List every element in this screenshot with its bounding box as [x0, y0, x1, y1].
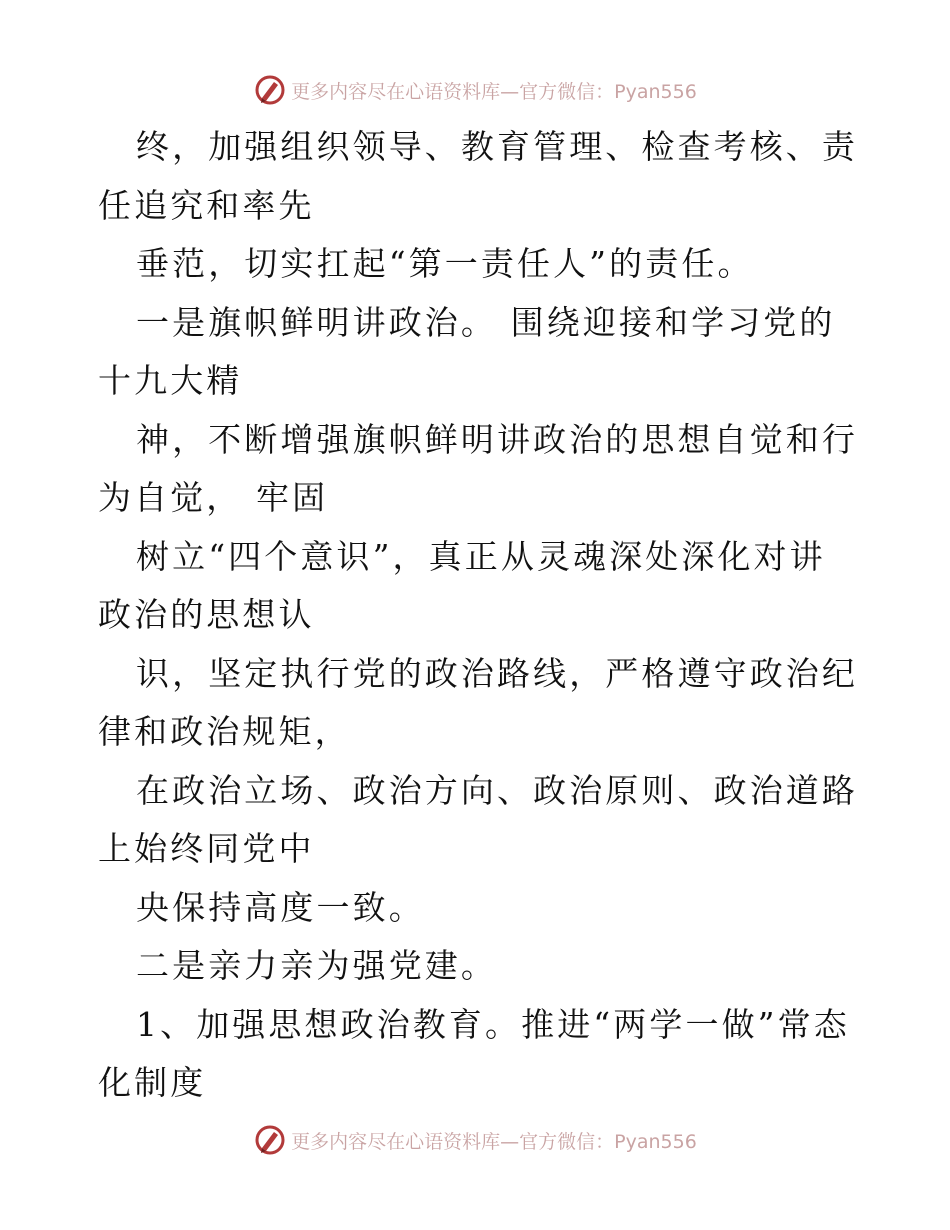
paragraph: 在政治立场、政治方向、政治原则、政治道路上始终同党中	[98, 770, 858, 868]
paragraph: 一是旗帜鲜明讲政治。 围绕迎接和学习党的十九大精	[98, 302, 836, 400]
paragraph: 终，加强组织领导、教育管理、检查考核、责任追究和率先	[98, 127, 858, 225]
watermark-text: 更多内容尽在心语资料库—官方微信：Pyan556	[291, 80, 697, 103]
paragraph: 树立“四个意识”，真正从灵魂深处深化对讲政治的思想认	[98, 536, 826, 634]
paragraph: 神，不断增强旗帜鲜明讲政治的思想自觉和行为自觉， 牢固	[98, 419, 858, 517]
paragraph: 央保持高度一致。	[136, 887, 425, 927]
footer-watermark	[0, 1122, 950, 1158]
pen-logo-icon	[253, 1123, 287, 1157]
document-body	[98, 118, 858, 1113]
paragraph: 识，坚定执行党的政治路线，严格遵守政治纪律和政治规矩，	[98, 653, 858, 751]
watermark-text: 更多内容尽在心语资料库—官方微信：Pyan556	[291, 1130, 697, 1153]
header-watermark	[0, 72, 950, 108]
paragraph: 1、加强思想政治教育。推进“两学一做”常态化制度	[98, 1004, 850, 1102]
pen-logo-icon	[253, 73, 287, 107]
paragraph: 垂范，切实扛起“第一责任人”的责任。	[136, 244, 754, 283]
paragraph: 二是亲力亲为强党建。	[136, 946, 497, 985]
